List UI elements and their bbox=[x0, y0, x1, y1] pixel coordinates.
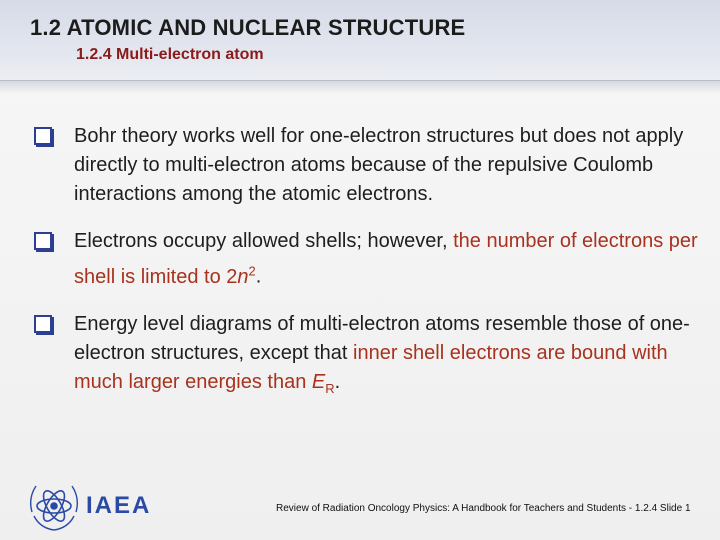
iaea-logo-text: IAEA bbox=[86, 492, 152, 519]
bullet-text: Electrons occupy allowed shells; however, bbox=[74, 230, 454, 252]
math-variable: E bbox=[311, 370, 326, 393]
bullet-text: Bohr theory works well for one-electron structures but does not apply directly to multi-electron atoms because of the repulsive Coulomb interactions among the atomic electrons. bbox=[74, 125, 684, 205]
footer-citation: Review of Radiation Oncology Physics: A Handbook for Teachers and Students - 1.2.4 Slide 1 bbox=[276, 503, 691, 514]
checkbox-bullet-icon bbox=[34, 315, 52, 333]
highlight-text: the number of electrons per shell is limited to 2 bbox=[74, 230, 698, 288]
page-title: 1.2 ATOMIC AND NUCLEAR STRUCTURE bbox=[30, 15, 466, 40]
bullet-item-1 bbox=[34, 122, 714, 209]
bullet-list bbox=[34, 122, 714, 421]
bullet-item-3 bbox=[34, 310, 714, 403]
bullet-text-end: . bbox=[334, 370, 341, 393]
bullet-item-2 bbox=[34, 227, 714, 292]
checkbox-bullet-icon bbox=[34, 232, 52, 250]
bullet-text: Energy level diagrams of multi-electron atoms resemble those of one-electron structures, except that bbox=[74, 312, 690, 364]
math-variable: n bbox=[237, 265, 249, 288]
header-shadow bbox=[0, 80, 720, 94]
highlight-text: inner shell electrons are bound with much larger energies than bbox=[74, 341, 668, 393]
checkbox-bullet-icon bbox=[34, 127, 52, 145]
section-subtitle: 1.2.4 Multi-electron atom bbox=[76, 46, 264, 63]
bullet-text-end: . bbox=[255, 265, 262, 288]
math-subscript: R bbox=[325, 380, 335, 396]
math-superscript: 2 bbox=[248, 263, 256, 278]
